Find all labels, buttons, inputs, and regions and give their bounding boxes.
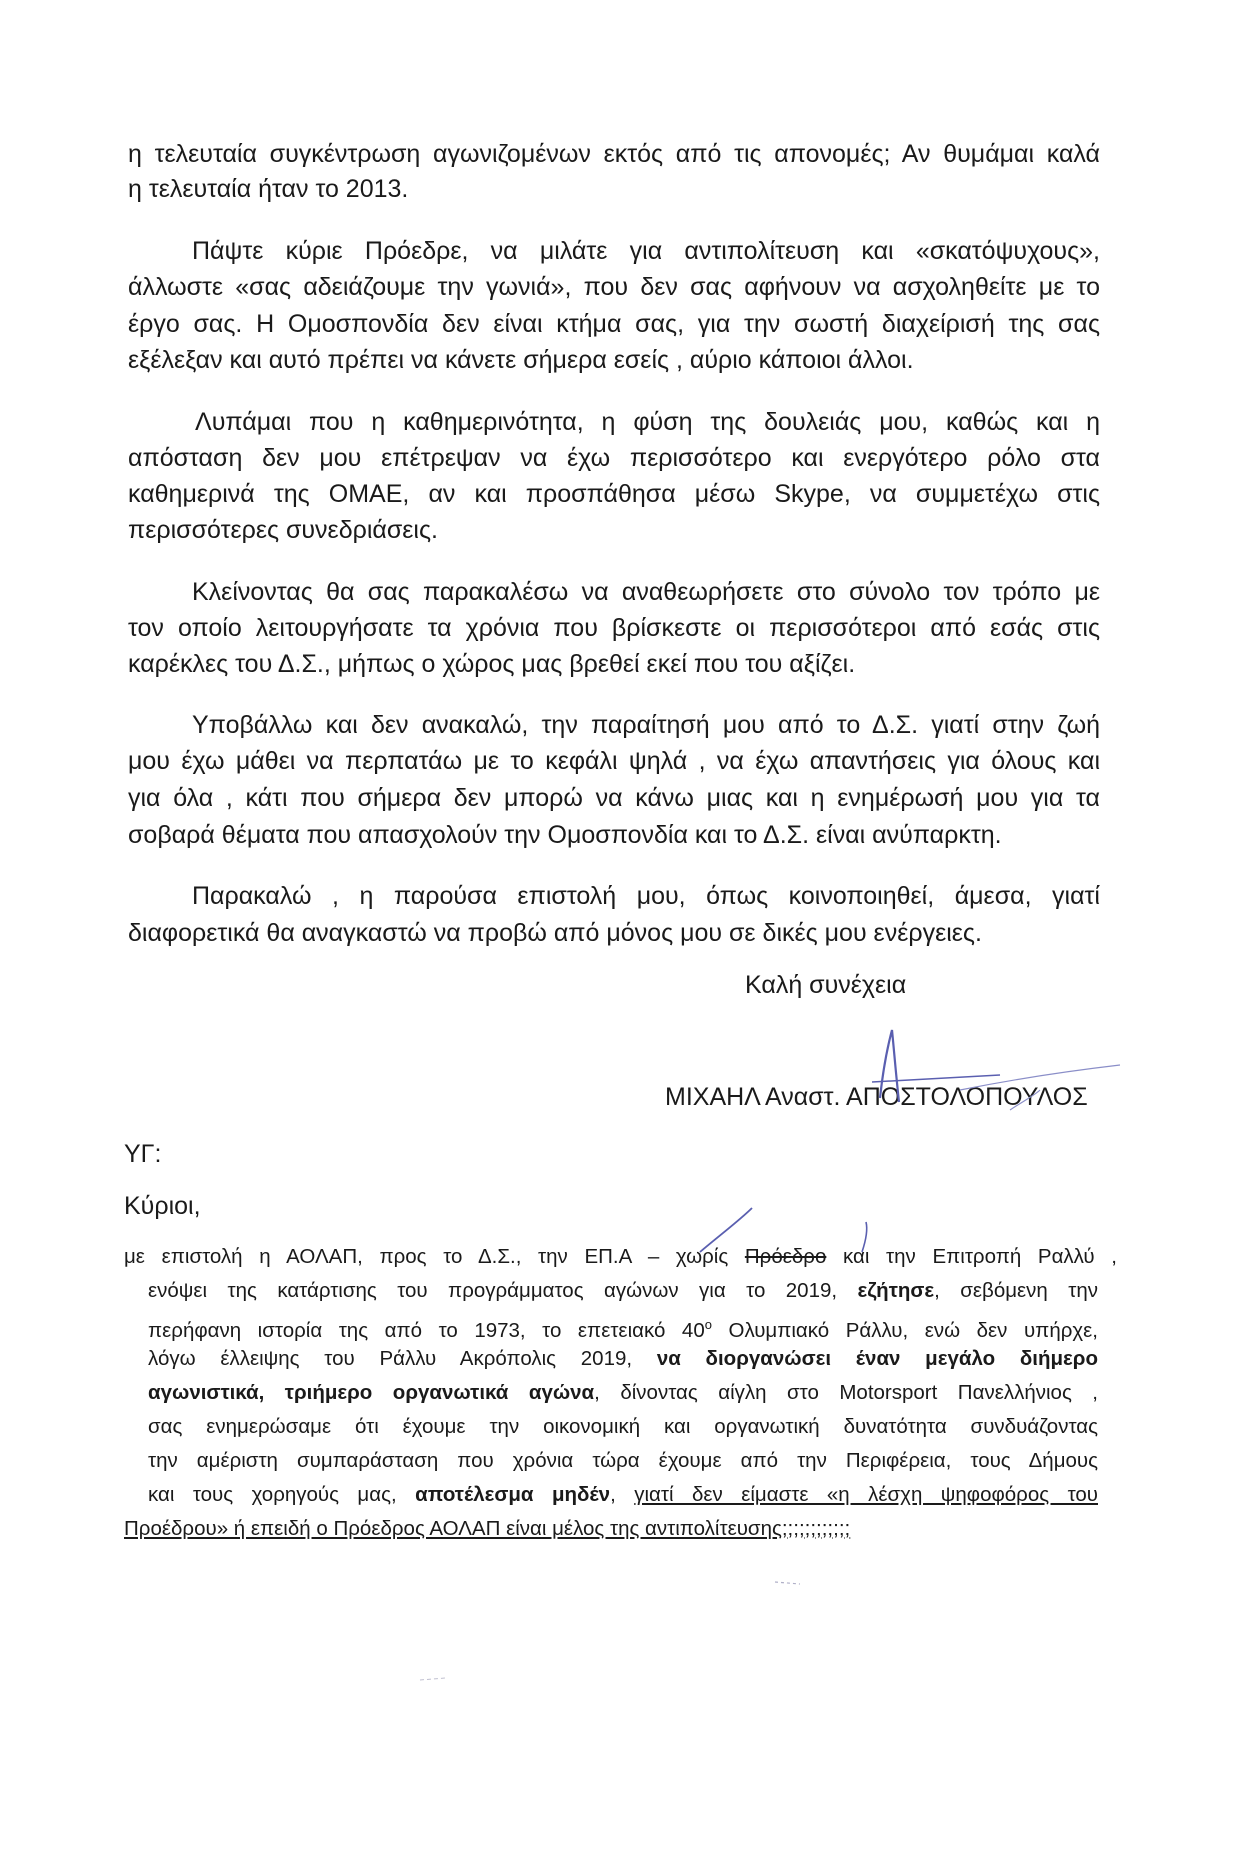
postscript-line: την αμέριστη συμπαράσταση που χρόνια τώρα έχουμε από την Περιφέρεια, τους Δήμους	[148, 1449, 1098, 1472]
letter-line: περισσότερες συνεδριάσεις.	[128, 516, 438, 544]
letter-line: άλλωστε «σας αδειάζουμε την γωνιά», που δεν σας αφήνουν να ασχοληθείτε με το	[128, 273, 1100, 301]
letter-line: τον οποίο λειτουργήσατε τα χρόνια που βρίσκεστε οι περισσότεροι από εσάς στις	[128, 614, 1100, 642]
closing-line: Καλή συνέχεια	[745, 971, 907, 999]
signature-name: ΜΙΧΑΗΛ Αναστ. ΑΠΟΣΤΟΛΟΠΟΥΛΟΣ	[665, 1083, 1088, 1111]
postscript-line: ενόψει της κατάρτισης του προγράμματος αγώνων για το 2019, εζήτησε, σεβόμενη την	[148, 1279, 1099, 1302]
struck-word: Πρόεδρο	[744, 1245, 827, 1268]
letter-line: σοβαρά θέματα που απασχολούν την Ομοσπονδία και το Δ.Σ. είναι ανύπαρκτη.	[128, 821, 1002, 849]
postscript-line: με επιστολή η ΑΟΛΑΠ, προς το Δ.Σ., την ΕΠ.Α – χωρίς Πρόεδρο και την Επιτροπή Ραλλύ ,	[124, 1245, 1117, 1268]
postscript-label: ΥΓ:	[124, 1140, 162, 1168]
letter-line: εξέλεξαν και αυτό πρέπει να κάνετε σήμερα εσείς , αύριο κάποιοι άλλοι.	[128, 346, 914, 374]
letter-line: Υποβάλλω και δεν ανακαλώ, την παραίτησή μου από το Δ.Σ. γιατί στην ζωή	[192, 711, 1100, 739]
postscript-line: και τους χορηγούς μας, αποτέλεσμα μηδέν, γιατί δεν είμαστε «η λέσχη ψηφοφόρος του	[148, 1483, 1098, 1506]
postscript-line: περήφανη ιστορία της από το 1973, το επετειακό $40^o$ Ολυμπιακό Ράλλυ, ενώ δεν υπήρχε,	[148, 1317, 1098, 1342]
letter-line: έργο σας. Η Ομοσπονδία δεν είναι κτήμα σας, για την σωστή διαχείρισή της σας	[128, 310, 1100, 338]
letter-line: Πάψτε κύριε Πρόεδρε, να μιλάτε για αντιπολίτευση και «σκατόψυχους»,	[192, 237, 1100, 265]
letter-line: διαφορετικά θα αναγκαστώ να προβώ από μόνος μου σε δικές μου ενέργειες.	[128, 919, 982, 947]
letter-line: μου έχω μάθει να περπατάω με το κεφάλι ψηλά , να έχω απαντήσεις για όλους και	[128, 747, 1100, 775]
letter-line: καρέκλες του Δ.Σ., μήπως ο χώρος μας βρεθεί εκεί που του αξίζει.	[128, 650, 856, 678]
postscript-line: Προέδρου» ή επειδή ο Πρόεδρος ΑΟΛΑΠ είναι μέλος της αντιπολίτευσης;;;;;;;;;;;;	[124, 1517, 851, 1540]
postscript-line: σας ενημερώσαμε ότι έχουμε την οικονομική και οργανωτική δυνατότητα συνδυάζοντας	[148, 1415, 1098, 1438]
letter-line: απόσταση δεν μου επέτρεψαν να έχω περισσότερο και ενεργότερο ρόλο στα	[128, 444, 1100, 472]
postscript-line: λόγω έλλειψης του Ράλλυ Ακρόπολις 2019, να διοργανώσει έναν μεγάλο διήμερο	[148, 1347, 1098, 1370]
letter-line: Λυπάμαι που η καθημερινότητα, η φύση της δουλειάς μου, καθώς και η	[195, 408, 1100, 436]
postscript-line: αγωνιστικά, τριήμερο οργανωτικά αγώνα, δίνοντας αίγλη στο Motorsport Πανελλήνιος ,	[148, 1381, 1098, 1404]
letter-line: η τελευταία ήταν το 2013.	[128, 175, 409, 203]
postscript-greeting: Κύριοι,	[124, 1192, 201, 1220]
letter-line: Παρακαλώ , η παρούσα επιστολή μου, όπως κοινοποιηθεί, άμεσα, γιατί	[192, 882, 1100, 910]
letter-line: η τελευταία συγκέντρωση αγωνιζομένων εκτός από τις απονομές; Αν θυμάμαι καλά	[128, 140, 1100, 168]
letter-line: Κλείνοντας θα σας παρακαλέσω να αναθεωρήσετε στο σύνολο τον τρόπο με	[192, 578, 1100, 606]
letter-line: για όλα , κάτι που σήμερα δεν μπορώ να κάνω μιας και η ενημέρωσή μου για τα	[128, 784, 1100, 812]
letter-line: καθημερινά της ΟΜΑΕ, αν και προσπάθησα μέσω Skype, να συμμετέχω στις	[128, 480, 1100, 508]
